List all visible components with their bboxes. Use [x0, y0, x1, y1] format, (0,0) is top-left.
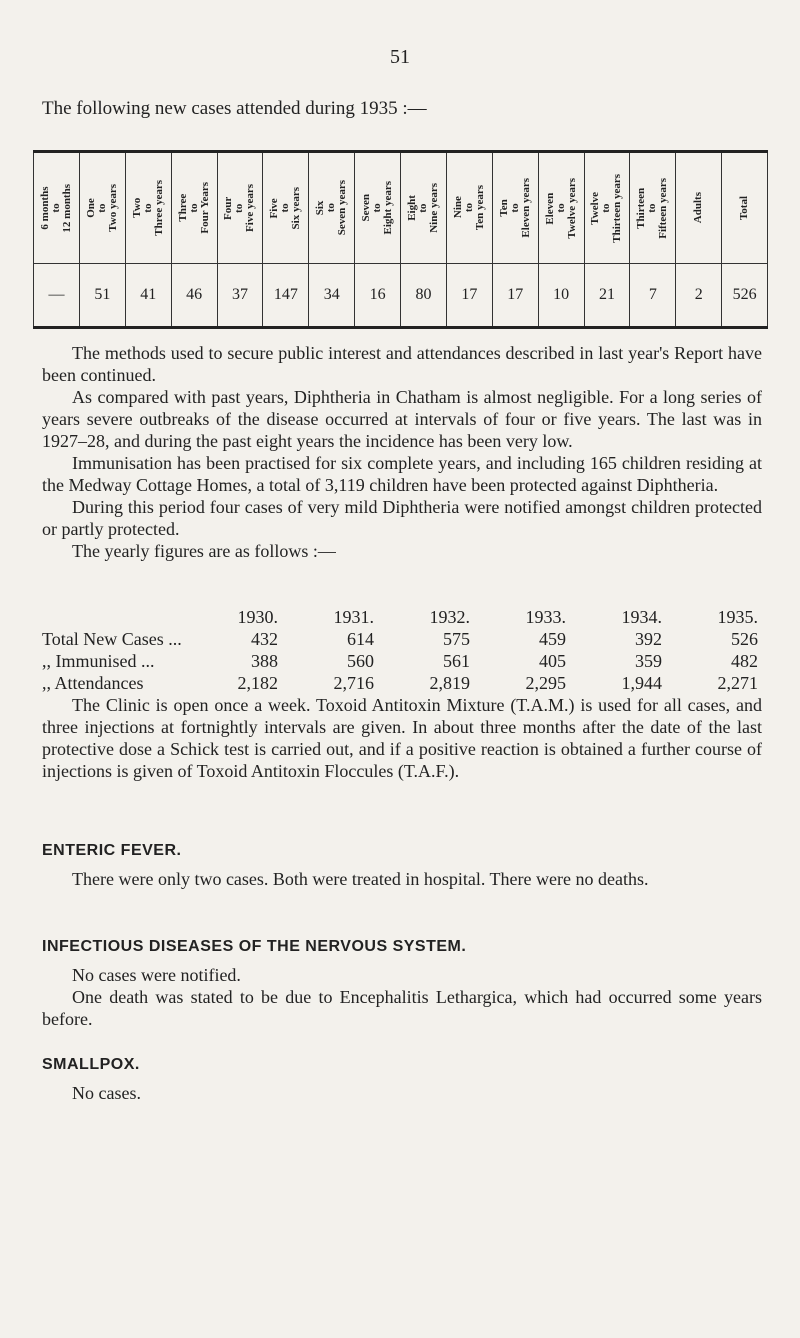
- section-heading: SMALLPOX.: [42, 1056, 140, 1073]
- yearly-value: 482: [731, 650, 758, 671]
- table-cell: —: [34, 264, 80, 328]
- yearly-value: 2,716: [333, 672, 374, 693]
- year-label: 1934.: [621, 606, 662, 627]
- clinic-text: [42, 694, 762, 782]
- table-cell: 51: [79, 264, 125, 328]
- yearly-value: 2,182: [237, 672, 278, 693]
- yearly-value: 392: [635, 628, 662, 649]
- yearly-value: 561: [443, 650, 470, 671]
- yearly-value: 526: [731, 628, 758, 649]
- table-cell: 7: [630, 264, 676, 328]
- paragraph: As compared with past years, Diphtheria in Chatham is almost negligible. For a long series of years severe outbreaks of the disease occurred at intervals of four or five years. The last was in 1927–28, and during the past eight years the incidence has been very low.: [42, 387, 762, 451]
- header-13-15-years: Thirteen to Fifteen years: [630, 152, 676, 264]
- yearly-value: 388: [251, 650, 278, 671]
- yearly-value: 432: [251, 628, 278, 649]
- yearly-row-immunised: [42, 650, 758, 672]
- header-9-10-years: Nine to Ten years: [446, 152, 492, 264]
- yearly-value: 2,271: [717, 672, 758, 693]
- yearly-value: 560: [347, 650, 374, 671]
- table-cell: 17: [446, 264, 492, 328]
- paragraph: The yearly figures are as follows :—: [72, 541, 336, 561]
- yearly-value: 614: [347, 628, 374, 649]
- year-label: 1932.: [429, 606, 470, 627]
- table-cell: 80: [401, 264, 447, 328]
- header-7-8-years: Seven to Eight years: [355, 152, 401, 264]
- page-number: 51: [390, 46, 410, 68]
- paragraph: During this period four cases of very mild Diphtheria were notified amongst children protected or partly protected.: [42, 497, 762, 539]
- table-cell: 37: [217, 264, 263, 328]
- table-cell: 10: [538, 264, 584, 328]
- table-cell: 17: [492, 264, 538, 328]
- age-cases-table: [33, 150, 768, 329]
- year-label: 1933.: [525, 606, 566, 627]
- yearly-value: 2,819: [429, 672, 470, 693]
- paragraph: One death was stated to be due to Encephalitis Lethargica, which had occurred some years before.: [42, 987, 762, 1029]
- table-cell: 147: [263, 264, 309, 328]
- header-8-9-years: Eight to Nine years: [401, 152, 447, 264]
- paragraph: Immunisation has been practised for six complete years, and including 165 children residing at the Medway Cottage Homes, a total of 3,119 children have been protected against Diphtheria.: [42, 453, 762, 495]
- header-4-5-years: Four to Five years: [217, 152, 263, 264]
- year-label: 1931.: [333, 606, 374, 627]
- header-12-13-years: Twelve to Thirteen years: [584, 152, 630, 264]
- table-cell: 16: [355, 264, 401, 328]
- row-label: ,, Immunised ...: [42, 650, 155, 671]
- header-6-7-years: Six to Seven years: [309, 152, 355, 264]
- paragraph: The methods used to secure public interest and attendances described in last year's Report have been continued.: [42, 343, 762, 385]
- intro-text: The following new cases attended during 1935 :—: [42, 98, 427, 119]
- paragraph: No cases were notified.: [72, 965, 241, 985]
- age-header-row: [34, 152, 768, 264]
- paragraph: The Clinic is open once a week. Toxoid Antitoxin Mixture (T.A.M.) is used for all cases, and three injections at fortnightly intervals are given. In about three months after the date of the last protective dose a Schick test is carried out, and if a positive reaction is obtained a further course of injections is given of Toxoid Antitoxin Floccules (T.A.F.).: [42, 695, 762, 781]
- table-cell: 34: [309, 264, 355, 328]
- header-10-11-years: Ten to Eleven years: [492, 152, 538, 264]
- section-heading: ENTERIC FEVER.: [42, 842, 182, 859]
- table-cell: 41: [125, 264, 171, 328]
- paragraph: There were only two cases. Both were treated in hospital. There were no deaths.: [72, 869, 649, 889]
- section-smallpox: [42, 1054, 762, 1104]
- table-cell-total: 526: [722, 264, 768, 328]
- header-2-3-years: Two to Three years: [125, 152, 171, 264]
- yearly-figures-table: [42, 606, 758, 694]
- yearly-value: 459: [539, 628, 566, 649]
- section-heading: INFECTIOUS DISEASES OF THE NERVOUS SYSTEM.: [42, 938, 467, 955]
- diphtheria-text: [42, 342, 762, 562]
- header-11-12-years: Eleven to Twelve years: [538, 152, 584, 264]
- yearly-value: 359: [635, 650, 662, 671]
- header-5-6-years: Five to Six years: [263, 152, 309, 264]
- yearly-value: 1,944: [621, 672, 662, 693]
- header-6-12-months: 6 months to 12 months: [34, 152, 80, 264]
- section-nervous-system: [42, 936, 762, 1030]
- yearly-value: 2,295: [525, 672, 566, 693]
- yearly-row-total-new-cases: [42, 628, 758, 650]
- header-1-2-years: One to Two years: [79, 152, 125, 264]
- row-label: Total New Cases ...: [42, 628, 182, 649]
- yearly-value: 575: [443, 628, 470, 649]
- year-label: 1930.: [237, 606, 278, 627]
- yearly-value: 405: [539, 650, 566, 671]
- row-label: ,, Attendances: [42, 672, 144, 693]
- yearly-row-attendances: [42, 672, 758, 694]
- table-cell: 2: [676, 264, 722, 328]
- header-adults: Adults: [676, 152, 722, 264]
- table-cell: 46: [171, 264, 217, 328]
- section-enteric-fever: [42, 840, 762, 890]
- header-total: Total: [722, 152, 768, 264]
- year-label: 1935.: [717, 606, 758, 627]
- header-3-4-years: Three to Four Years: [171, 152, 217, 264]
- age-values-row: [34, 264, 768, 328]
- yearly-years-row: [42, 606, 758, 628]
- table-cell: 21: [584, 264, 630, 328]
- paragraph: No cases.: [72, 1083, 141, 1103]
